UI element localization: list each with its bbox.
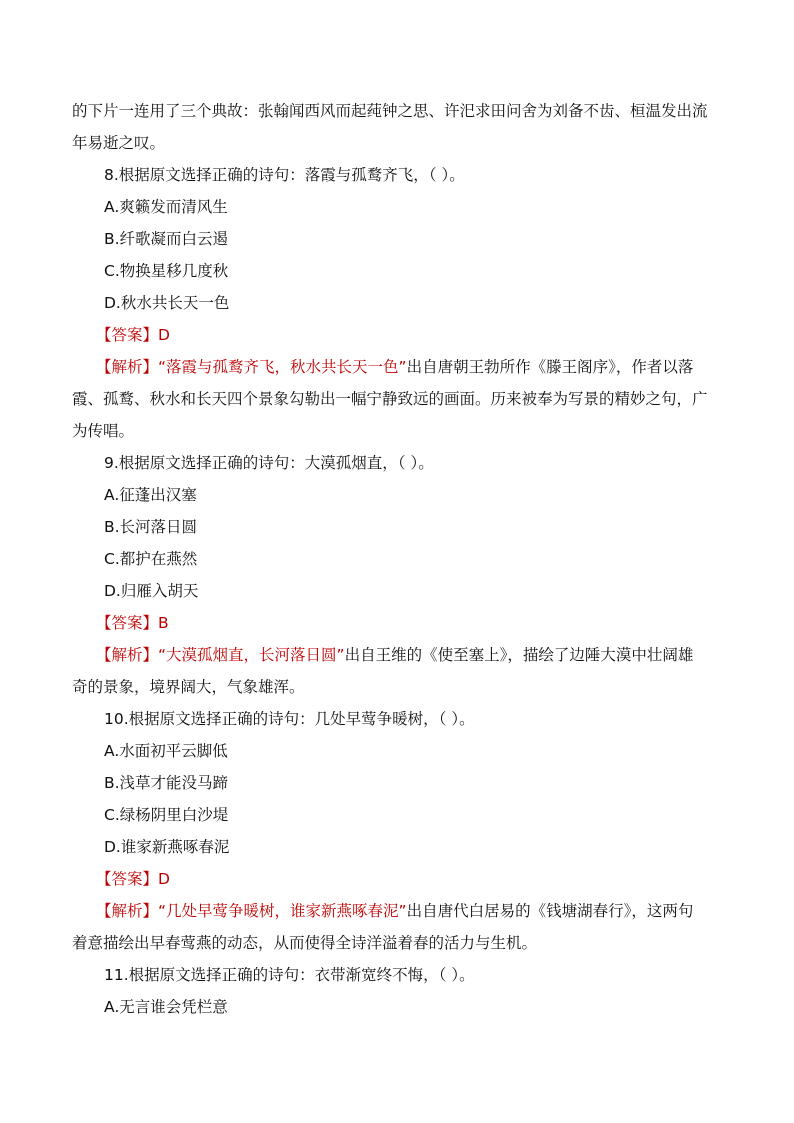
answer-line <box>96 613 756 633</box>
option-c: C.都护在燕然 <box>104 550 198 568</box>
option-c: C.绿杨阴里白沙堤 <box>104 806 229 824</box>
answer-label: 【答案】 <box>96 614 159 632</box>
analysis-label: 【解析】 <box>96 902 159 920</box>
option-a: A.爽籁发而清风生 <box>104 198 228 216</box>
analysis-line <box>96 901 756 921</box>
question-stem: 10.根据原文选择正确的诗句：几处早莺争暖树，（ ）。 <box>104 710 475 728</box>
intro-line: 的下片一连用了三个典故：张翰闻西风而起莼钟之思、许汜求田问舍为刘备不齿、桓温发出流 <box>72 102 708 120</box>
answer-label: 【答案】 <box>96 326 159 344</box>
analysis-line <box>96 357 756 377</box>
question-stem: 9.根据原文选择正确的诗句：大漠孤烟直，（ ）。 <box>104 454 434 472</box>
analysis-text: 奇的景象，境界阔大，气象雄浑。 <box>72 678 305 696</box>
analysis-text: 霞、孤鹜、秋水和长天四个景象勾勒出一幅宁静致远的画面。历来被奉为写景的精妙之句，广 <box>72 390 708 408</box>
answer-value: D <box>158 870 170 888</box>
question-stem: 8.根据原文选择正确的诗句：落霞与孤鹜齐飞，（ ）。 <box>104 166 465 184</box>
question-stem: 11.根据原文选择正确的诗句：衣带渐宽终不悔，（ ）。 <box>104 966 475 984</box>
answer-line <box>96 325 756 345</box>
analysis-text: 出自王维的《使至塞上》，描绘了边陲大漠中壮阔雄 <box>344 646 694 664</box>
analysis-quote: “落霞与孤鹜齐飞，秋水共长天一色” <box>158 358 407 376</box>
analysis-label: 【解析】 <box>96 358 159 376</box>
option-d: D.秋水共长天一色 <box>104 294 230 312</box>
option-a: A.水面初平云脚低 <box>104 742 228 760</box>
option-c: C.物换星移几度秋 <box>104 262 229 280</box>
analysis-text: 出自唐朝王勃所作《滕王阁序》，作者以落 <box>406 358 694 376</box>
option-a: A.无言谁会凭栏意 <box>104 998 228 1016</box>
answer-value: B <box>158 614 169 632</box>
option-d: D.谁家新燕啄春泥 <box>104 838 230 856</box>
analysis-line <box>96 645 756 665</box>
analysis-text: 着意描绘出早春莺燕的动态，从而使得全诗洋溢着春的活力与生机。 <box>72 934 538 952</box>
option-b: B.纤歌凝而白云遏 <box>104 230 229 248</box>
analysis-text: 为传唱。 <box>72 422 135 440</box>
option-b: B.长河落日圆 <box>104 518 198 536</box>
answer-line <box>96 869 756 889</box>
analysis-text: 出自唐代白居易的《钱塘湖春行》，这两句 <box>406 902 694 920</box>
analysis-quote: “几处早莺争暖树，谁家新燕啄春泥” <box>158 902 407 920</box>
option-b: B.浅草才能没马蹄 <box>104 774 229 792</box>
option-a: A.征蓬出汉塞 <box>104 486 197 504</box>
intro-line: 年易逝之叹。 <box>72 134 166 152</box>
answer-label: 【答案】 <box>96 870 159 888</box>
analysis-quote: “大漠孤烟直，长河落日圆” <box>158 646 345 664</box>
answer-value: D <box>158 326 170 344</box>
analysis-label: 【解析】 <box>96 646 159 664</box>
option-d: D.归雁入胡天 <box>104 582 199 600</box>
